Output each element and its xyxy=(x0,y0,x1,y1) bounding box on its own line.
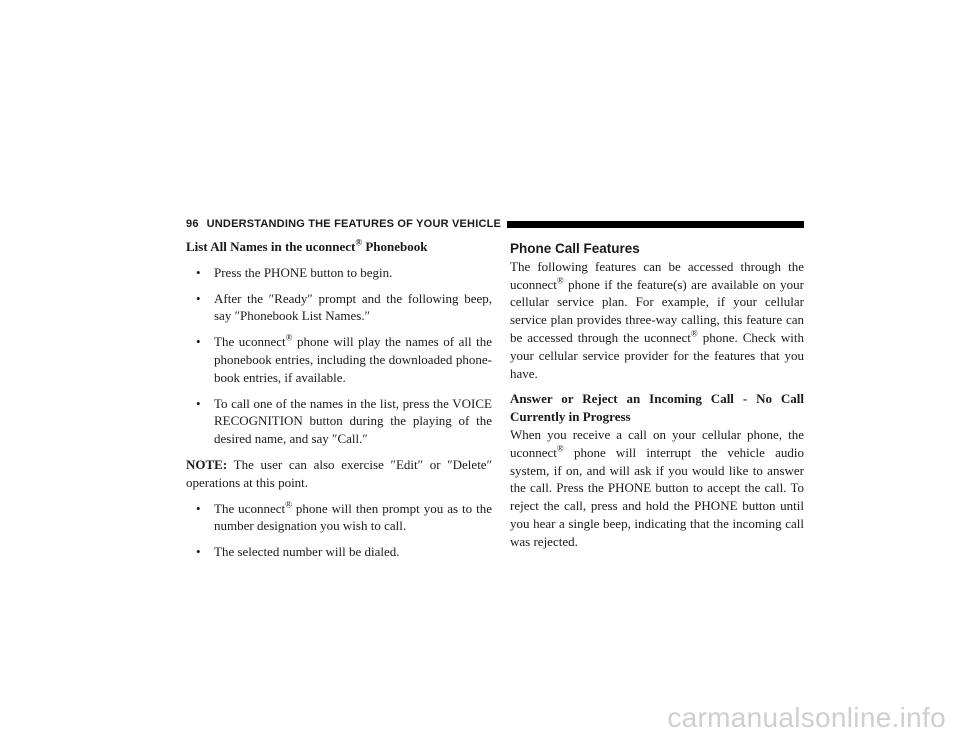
note-label: NOTE: xyxy=(186,456,228,472)
list-item: • To call one of the names in the list, press the VOICE RECOGNITION button during the playing of the desired name, and say ″Call.″ xyxy=(196,395,492,447)
steps-list-continued xyxy=(186,500,492,561)
steps-list xyxy=(186,264,492,448)
header-rule xyxy=(507,221,804,228)
bullet-icon: • xyxy=(196,264,201,280)
bullet-icon: • xyxy=(196,290,201,306)
list-item: • The uconnect® phone will then prompt you as to the number designation you wish to call. xyxy=(196,499,492,534)
left-column xyxy=(186,238,492,561)
watermark: carmanualsonline.info xyxy=(667,702,946,733)
section-title: UNDERSTANDING THE FEATURES OF YOUR VEHICLE xyxy=(206,218,502,230)
bullet-icon: • xyxy=(196,334,201,350)
list-item: • Press the PHONE button to begin. xyxy=(196,264,393,280)
note-paragraph xyxy=(186,456,492,492)
answer-reject-paragraph: When you receive a call on your cellular phone, the uconnect® phone will interrupt the vehicle audio system, if on, and will ask if you would like to answer the call. Press the PHONE button to accept the call. To reject the call, press and hold the PHONE button until you hear a single beep, indicating that the incoming call was rejected. xyxy=(510,426,804,549)
registered-mark: ® xyxy=(285,499,292,510)
bullet-icon: • xyxy=(196,395,201,411)
list-item: • After the ″Ready″ prompt and the following beep, say ″Phonebook List Names.″ xyxy=(196,290,492,324)
list-item: • The selected number will be dialed. xyxy=(196,544,400,560)
registered-mark: ® xyxy=(690,328,698,339)
intro-paragraph: The following features can be accessed through the uconnect® phone if the feature(s) are available on your cellular service plan. For example, if your cellular service plan provides three-way calling, this feature can be accessed through the uconnect® phone. Check with your cellular service provider for the features that you have. xyxy=(510,258,805,381)
registered-mark: ® xyxy=(556,275,564,286)
answer-reject-subheading: Answer or Reject an Incoming Call - No Call Currently in Progress xyxy=(510,391,804,425)
section-heading: Phone Call Features xyxy=(510,241,640,256)
registered-mark: ® xyxy=(355,237,363,248)
list-item: • The uconnect® phone will play the names of all the phonebook entries, including the downloaded phone-book entries, if available. xyxy=(196,332,492,385)
phonebook-subheading: List All Names in the uconnect® Phonebook xyxy=(186,237,428,254)
page-header xyxy=(186,217,804,231)
bullet-icon: • xyxy=(196,500,201,516)
note-text: The user can also exercise ″Edit″ or ″Delete″ operations at this point. xyxy=(186,456,492,490)
bullet-icon: • xyxy=(196,544,201,560)
registered-mark: ® xyxy=(556,443,564,454)
registered-mark: ® xyxy=(285,332,293,343)
page-number: 96 xyxy=(186,218,199,230)
right-column xyxy=(510,238,804,551)
